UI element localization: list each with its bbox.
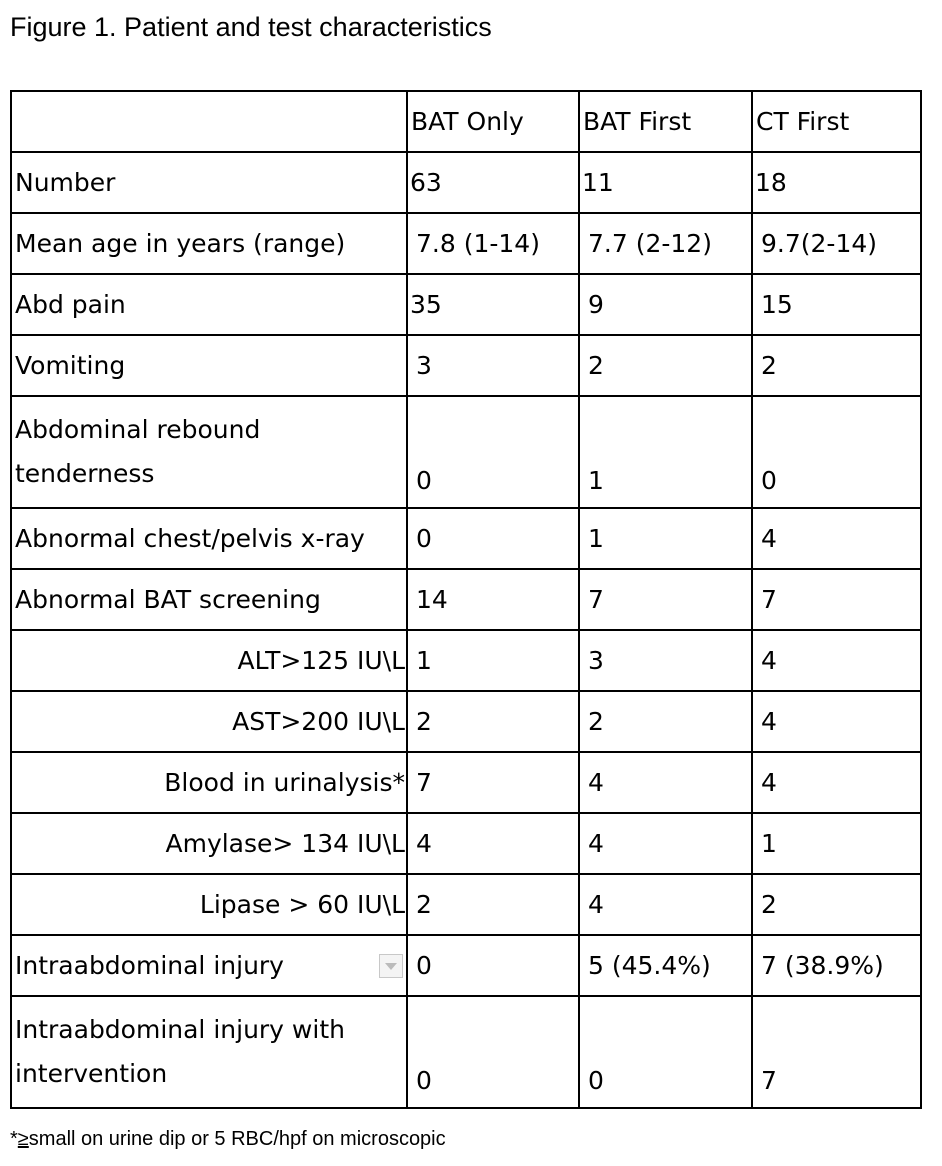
cell-bat-only: 4 — [407, 813, 579, 874]
cell-bat-first: 2 — [579, 691, 752, 752]
cell-bat-only: 0 — [407, 508, 579, 569]
cell-bat-only: 35 — [407, 274, 579, 335]
table-row — [11, 752, 921, 813]
row-label: Blood in urinalysis* — [11, 752, 407, 813]
cell-ct-first: 7 — [752, 996, 921, 1108]
table-row — [11, 274, 921, 335]
row-label: ALT>125 IU\L — [11, 630, 407, 691]
header-ct-first: CT First — [752, 91, 921, 152]
footnote — [10, 1128, 446, 1151]
row-label: Mean age in years (range) — [11, 213, 407, 274]
row-label: Intraabdominal injury with intervention — [11, 996, 407, 1108]
header-row — [11, 91, 921, 152]
header-cell-empty — [11, 91, 407, 152]
row-label: Intraabdominal injury — [15, 951, 284, 980]
cell-bat-first: 0 — [579, 996, 752, 1108]
cell-bat-only: 1 — [407, 630, 579, 691]
table-row — [11, 213, 921, 274]
table-row — [11, 691, 921, 752]
header-bat-only: BAT Only — [407, 91, 579, 152]
cell-bat-only: 0 — [407, 396, 579, 508]
figure-title: Figure 1. Patient and test characteristics — [10, 12, 492, 42]
table-row — [11, 508, 921, 569]
row-label: Abd pain — [11, 274, 407, 335]
footnote-ge-symbol: ≥ — [17, 1128, 29, 1150]
table-row — [11, 569, 921, 630]
cell-bat-only: 7 — [407, 752, 579, 813]
cell-bat-only: 2 — [407, 874, 579, 935]
cell-ct-first: 9.7(2-14) — [752, 213, 921, 274]
footnote-star: * — [10, 1128, 18, 1150]
cell-bat-only: 2 — [407, 691, 579, 752]
header-bat-first: BAT First — [579, 91, 752, 152]
row-label: Abnormal BAT screening — [11, 569, 407, 630]
cell-bat-only: 0 — [407, 996, 579, 1108]
cell-bat-first: 9 — [579, 274, 752, 335]
cell-ct-first: 4 — [752, 630, 921, 691]
row-label: Amylase> 134 IU\L — [11, 813, 407, 874]
cell-bat-first: 11 — [579, 152, 752, 213]
cell-bat-only: 14 — [407, 569, 579, 630]
row-label: Vomiting — [11, 335, 407, 396]
cell-bat-first: 2 — [579, 335, 752, 396]
table-row — [11, 874, 921, 935]
table-row — [11, 935, 921, 996]
cell-ct-first: 2 — [752, 874, 921, 935]
row-label: Abdominal rebound tenderness — [11, 396, 407, 508]
cell-bat-first: 4 — [579, 874, 752, 935]
row-label: AST>200 IU\L — [11, 691, 407, 752]
row-label-cell — [11, 935, 407, 996]
cell-ct-first: 15 — [752, 274, 921, 335]
cell-ct-first: 7 (38.9%) — [752, 935, 921, 996]
cell-bat-first: 4 — [579, 752, 752, 813]
cell-ct-first: 2 — [752, 335, 921, 396]
cell-ct-first: 4 — [752, 691, 921, 752]
cell-bat-only: 0 — [407, 935, 579, 996]
cell-ct-first: 7 — [752, 569, 921, 630]
table-row — [11, 396, 921, 508]
footnote-text: small on urine dip or 5 RBC/hpf on microscopic — [28, 1128, 446, 1150]
cell-bat-first: 1 — [579, 396, 752, 508]
table-row — [11, 152, 921, 213]
cell-bat-first: 7 — [579, 569, 752, 630]
cell-ct-first: 0 — [752, 396, 921, 508]
cell-bat-first: 4 — [579, 813, 752, 874]
cell-ct-first: 4 — [752, 752, 921, 813]
cell-ct-first: 18 — [752, 152, 921, 213]
cell-bat-first: 1 — [579, 508, 752, 569]
table-row — [11, 335, 921, 396]
table-row — [11, 630, 921, 691]
table-row — [11, 996, 921, 1108]
cell-bat-only: 7.8 (1-14) — [407, 213, 579, 274]
dropdown-arrow-icon[interactable] — [379, 954, 403, 978]
row-label: Lipase > 60 IU\L — [11, 874, 407, 935]
cell-bat-first: 7.7 (2-12) — [579, 213, 752, 274]
cell-bat-only: 63 — [407, 152, 579, 213]
characteristics-table — [10, 90, 922, 1109]
row-label: Abnormal chest/pelvis x-ray — [11, 508, 407, 569]
cell-ct-first: 4 — [752, 508, 921, 569]
cell-bat-only: 3 — [407, 335, 579, 396]
table-row — [11, 813, 921, 874]
cell-bat-first: 5 (45.4%) — [579, 935, 752, 996]
row-label: Number — [11, 152, 407, 213]
cell-bat-first: 3 — [579, 630, 752, 691]
cell-ct-first: 1 — [752, 813, 921, 874]
